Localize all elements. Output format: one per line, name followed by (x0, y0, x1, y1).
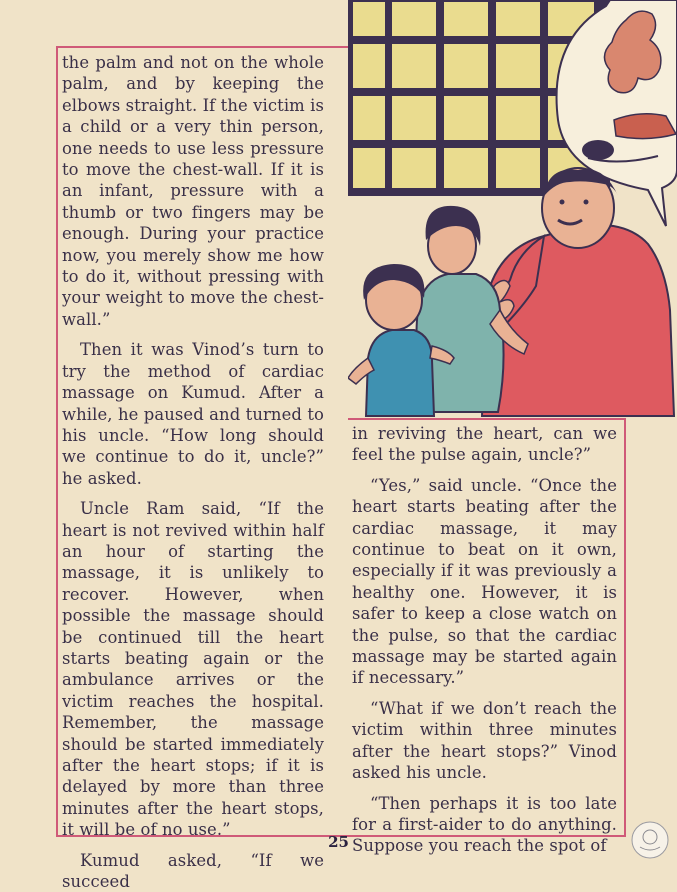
library-stamp-icon (630, 820, 670, 860)
page-number: 25 (328, 833, 349, 851)
frame-top-line (56, 46, 352, 48)
frame-right-line (624, 418, 626, 836)
frame-left-line (56, 46, 58, 836)
paragraph: “Yes,” said uncle. “Once the heart starts beating after the cardiac massage, it may continue to beat on it own, especially if it was previously a healthy one. However, it is safer to keep a close watch on the pulse, so that the cardiac massage may be started again if necessary.” (352, 475, 617, 688)
left-text-column (62, 52, 324, 892)
illustration-drawing (348, 0, 677, 420)
paragraph: Uncle Ram said, “If the heart is not revived within half an hour of starting the massage, it is unlikely to recover. However, when possible the massage should be continued till the heart starts beating again or the ambulance arrives or the victim reaches the hospital. Remember, the massage should be started immediately after the heart stops; if it is delayed by more than three minutes after the heart stops, it will be of no use.” (62, 499, 324, 840)
paragraph: “Then perhaps it is too late for a first-aider to do anything. Suppose you reach the spot of (352, 793, 617, 856)
paragraph: Kumud asked, “If we succeed (62, 850, 324, 892)
illustration (348, 0, 677, 420)
paragraph: in reviving the heart, can we feel the pulse again, uncle?” (352, 424, 617, 465)
uncle-figure (482, 168, 674, 416)
paragraph: the palm and not on the whole palm, and by keeping the elbows straight. If the victim is a child or a very thin person, one needs to use less pressure to move the chest-wall. If it is an infant, pressure with a thumb or two fingers may be enough. During your practice now, you merely show me how to do it, without pressing with your weight to move the chest-wall.” (62, 53, 324, 329)
paragraph: Then it was Vinod’s turn to try the method of cardiac massage on Kumud. After a while, he paused and turned to his uncle. “How long should we continue to do it, uncle?” he asked. (62, 340, 324, 488)
right-text-column (352, 423, 617, 857)
paragraph: “What if we don’t reach the victim within three minutes after the heart stops?” Vinod asked his uncle. (352, 698, 617, 783)
